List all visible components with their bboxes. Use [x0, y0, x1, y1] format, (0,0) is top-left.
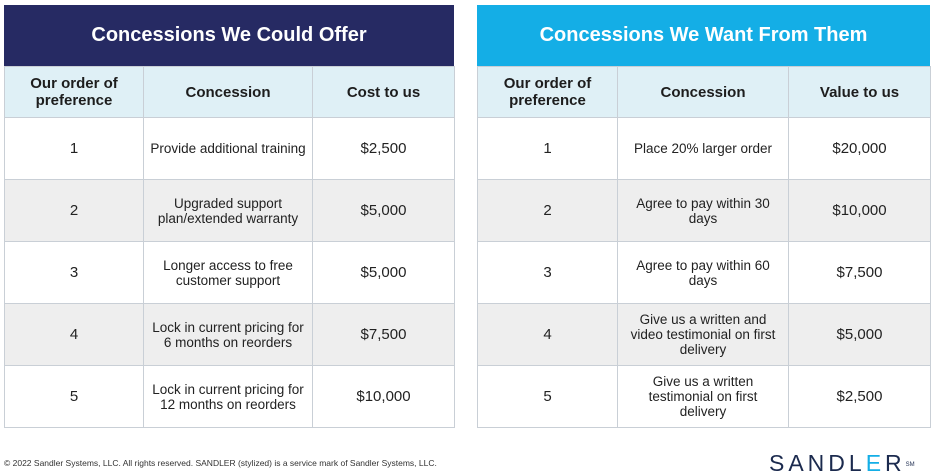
row-value: $10,000 [789, 180, 931, 242]
header-concession: Concession [618, 67, 789, 118]
row-concession: Agree to pay within 60 days [618, 242, 789, 304]
want-concessions-title: Concessions We Want From Them [477, 5, 930, 66]
offer-concessions-title: Concessions We Could Offer [4, 5, 454, 66]
table-row [478, 366, 931, 428]
table-row [478, 304, 931, 366]
table-row [478, 180, 931, 242]
row-rank: 4 [5, 304, 144, 366]
row-cost: $7,500 [313, 304, 455, 366]
row-cost: $5,000 [313, 242, 455, 304]
want-concessions-panel [477, 5, 930, 428]
row-concession: Provide additional training [144, 118, 313, 180]
row-concession: Upgraded support plan/extended warranty [144, 180, 313, 242]
header-concession: Concession [144, 67, 313, 118]
header-cost: Cost to us [313, 67, 455, 118]
header-order: Our order of preference [5, 67, 144, 118]
header-value: Value to us [789, 67, 931, 118]
row-concession: Give us a written and video testimonial on first delivery [618, 304, 789, 366]
row-concession: Give us a written testimonial on first delivery [618, 366, 789, 428]
logo-text-start: SANDL [769, 450, 866, 476]
row-rank: 2 [5, 180, 144, 242]
row-concession: Lock in current pricing for 12 months on reorders [144, 366, 313, 428]
row-concession: Agree to pay within 30 days [618, 180, 789, 242]
row-rank: 2 [478, 180, 618, 242]
sandler-logo [769, 450, 915, 476]
row-cost: $10,000 [313, 366, 455, 428]
table-header-row [478, 67, 931, 118]
row-concession: Place 20% larger order [618, 118, 789, 180]
row-concession: Lock in current pricing for 6 months on reorders [144, 304, 313, 366]
copyright-notice: © 2022 Sandler Systems, LLC. All rights reserved. SANDLER (stylized) is a service mark of Sandler Systems, LLC. [4, 458, 437, 468]
table-row [478, 118, 931, 180]
row-rank: 4 [478, 304, 618, 366]
table-row [478, 242, 931, 304]
header-order: Our order of preference [478, 67, 618, 118]
table-header-row [5, 67, 455, 118]
logo-text-end: R [885, 450, 906, 476]
table-row [5, 242, 455, 304]
row-value: $2,500 [789, 366, 931, 428]
row-concession: Longer access to free customer support [144, 242, 313, 304]
row-rank: 1 [478, 118, 618, 180]
row-value: $7,500 [789, 242, 931, 304]
row-cost: $2,500 [313, 118, 455, 180]
row-rank: 5 [5, 366, 144, 428]
table-row [5, 118, 455, 180]
table-row [5, 180, 455, 242]
row-rank: 3 [5, 242, 144, 304]
row-rank: 3 [478, 242, 618, 304]
row-rank: 1 [5, 118, 144, 180]
offer-concessions-table [4, 66, 455, 428]
row-value: $5,000 [789, 304, 931, 366]
row-cost: $5,000 [313, 180, 455, 242]
want-concessions-table [477, 66, 931, 428]
row-value: $20,000 [789, 118, 931, 180]
table-row [5, 366, 455, 428]
row-rank: 5 [478, 366, 618, 428]
logo-text-accent: E [865, 450, 886, 476]
offer-concessions-panel [4, 5, 454, 428]
service-mark: SM [905, 462, 915, 468]
table-row [5, 304, 455, 366]
